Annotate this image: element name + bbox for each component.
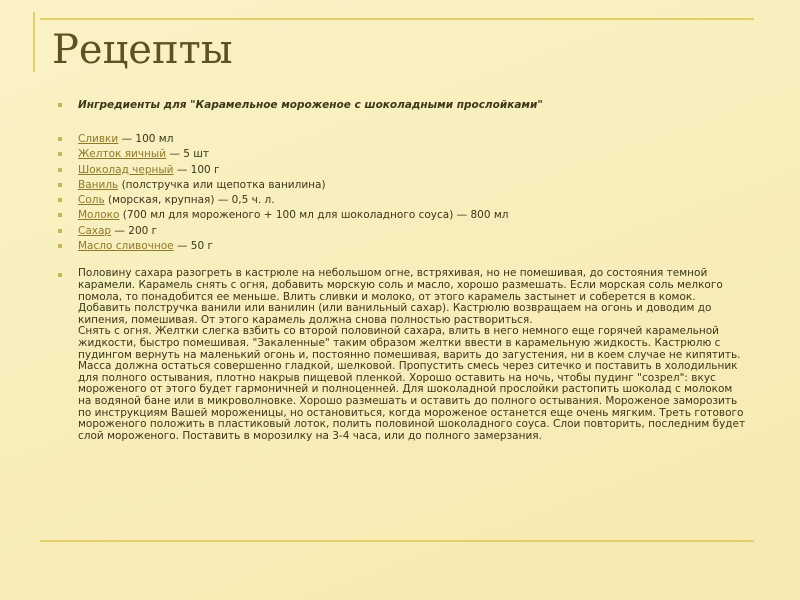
ingredient-amount: — 200 г <box>111 224 158 237</box>
bullet-icon <box>58 168 62 172</box>
ingredient-link-cream[interactable]: Сливки <box>78 133 119 145</box>
recipe-heading: Ингредиенты для "Карамельное мороженое с шоколадными прослойками" <box>78 99 543 111</box>
bottom-divider <box>40 540 754 542</box>
bullet-icon <box>58 103 62 107</box>
ingredient-link-chocolate[interactable]: Шоколад черный <box>78 163 174 176</box>
ingredient-item <box>58 163 748 178</box>
ingredient-link-butter[interactable]: Масло сливочное <box>78 240 174 253</box>
ingredient-list <box>58 132 748 254</box>
ingredient-item <box>58 132 748 147</box>
bullet-icon <box>58 273 62 277</box>
ingredient-amount: — 5 шт <box>166 148 209 161</box>
ingredient-item <box>58 147 748 162</box>
top-divider <box>40 18 754 20</box>
ingredient-link-vanilla[interactable]: Ваниль <box>78 178 119 191</box>
ingredient-item <box>58 193 748 208</box>
recipe-content <box>58 98 748 442</box>
left-divider <box>33 12 35 72</box>
bullet-icon <box>58 183 62 187</box>
bullet-icon <box>58 198 62 202</box>
ingredient-link-yolk[interactable]: Желток яичный <box>78 148 167 161</box>
ingredient-amount: (морская, крупная) — 0,5 ч. л. <box>104 194 275 207</box>
instructions-item <box>58 268 748 442</box>
bullet-icon <box>58 152 62 156</box>
ingredient-link-milk[interactable]: Молоко <box>78 209 120 222</box>
bullet-icon <box>58 244 62 248</box>
instruction-paragraph: Добавить полстручка ванили или ванилин (или ванильный сахар). Кастрюлю возвращаем на огонь и доводим до кипения, помешивая. От этого карамель должна снова полностью раствориться. <box>78 302 712 326</box>
ingredient-amount: — 100 мл <box>118 133 174 145</box>
bullet-icon <box>58 137 62 141</box>
bullet-icon <box>58 229 62 233</box>
page-title: Рецепты <box>52 27 233 73</box>
ingredient-amount: — 100 г <box>173 163 220 176</box>
recipe-heading-item <box>58 98 748 113</box>
ingredient-link-salt[interactable]: Соль <box>78 194 105 207</box>
ingredient-item <box>58 224 748 239</box>
ingredient-amount: — 50 г <box>173 240 214 253</box>
instruction-paragraph: Снять с огня. Желтки слегка взбить со второй половиной сахара, влить в него немного еще горячей карамельной жидкости, быстро помешивая. "Закаленные" таким образом желтки ввести в карамельную жидкость. Кастрюлю с пудингом вернуть на маленький огонь и, постоянно помешивая, варить до загустения, ни в коем случае не кипятить. Масса должна остаться совершенно гладкой, шелковой. Пропустить смесь через ситечко и поставить в холодильник для полного остывания, плотно накрыв пищевой пленкой. Хорошо оставить на ночь, чтобы пудинг "созрел": вкус мороженого от этого будет гармоничней и полноценней. Для шоколадной прослойки растопить шоколад с молоком на водяной бане или в микроволновке. Хорошо размешать и оставить до полного остывания. Мороженое заморозить по инструкциям Вашей мороженицы, но остановиться, когда мороженое останется еще очень мягким. Треть готового мороженого положить в пластиковый лоток, полить половиной шоколадного соуса. Слои повторить, последним будет слой мороженого. Поставить в морозилку на 3-4 часа, или до полного замерзания. <box>78 325 746 442</box>
instruction-paragraph: Половину сахара разогреть в кастрюле на небольшом огне, встряхивая, но не помешивая, до состояния темной карамели. Карамель снять с огня, добавить морскую соль и масло, хорошо размешать. Если морская соль мелкого помола, то понадобится ее меньше. Влить сливки и молоко, от этого карамель застынет и соберется в комок. <box>78 267 723 303</box>
bullet-icon <box>58 213 62 217</box>
ingredient-amount: (полстручка или щепотка ванилина) <box>118 178 326 191</box>
ingredient-item <box>58 239 748 254</box>
ingredient-amount: (700 мл для мороженого + 100 мл для шоколадного соуса) — 800 мл <box>119 209 509 222</box>
ingredient-item <box>58 178 748 193</box>
ingredient-item <box>58 208 748 223</box>
ingredient-link-sugar[interactable]: Сахар <box>78 224 112 237</box>
